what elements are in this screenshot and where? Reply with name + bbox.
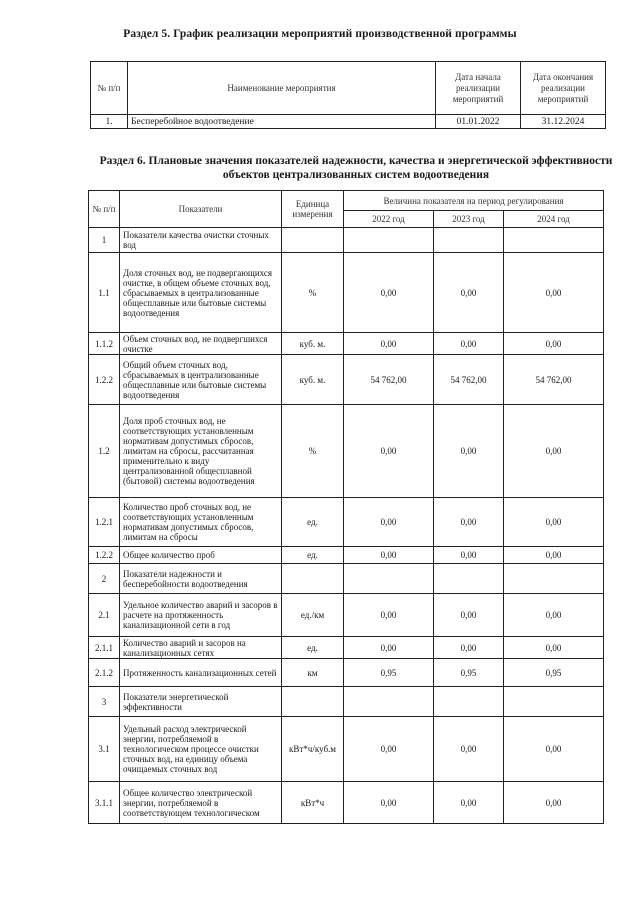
row-num: 2 (89, 564, 120, 594)
indicator-name: Показатели надежности и бесперебойности водоотведения (120, 564, 282, 594)
unit-cell: ед. (282, 498, 344, 547)
value-2022 (344, 687, 434, 717)
start-date: 01.01.2022 (436, 115, 521, 129)
value-2024: 0,00 (504, 594, 604, 637)
col-header-year-2023: 2023 год (434, 211, 504, 228)
table-row (89, 355, 604, 405)
row-num: 1.2.1 (89, 498, 120, 547)
col-header-year-2022: 2022 год (344, 211, 434, 228)
row-num: 3 (89, 687, 120, 717)
table-row (89, 228, 604, 253)
value-2023: 54 762,00 (434, 355, 504, 405)
row-num: 1.2 (89, 405, 120, 498)
unit-cell: % (282, 405, 344, 498)
value-2024: 0,00 (504, 333, 604, 355)
row-num: 1.2.2 (89, 355, 120, 405)
table-row (91, 115, 606, 129)
value-2022: 54 762,00 (344, 355, 434, 405)
col-header-year-2024: 2024 год (504, 211, 604, 228)
row-num: 1.2.2 (89, 547, 120, 564)
unit-cell: куб. м. (282, 355, 344, 405)
indicator-name: Протяженность канализационных сетей (120, 659, 282, 687)
value-2023: 0,00 (434, 547, 504, 564)
value-2022: 0,00 (344, 547, 434, 564)
unit-cell: кВт*ч/куб.м (282, 717, 344, 782)
value-2023: 0,00 (434, 637, 504, 659)
value-2024: 0,00 (504, 717, 604, 782)
value-2022: 0,00 (344, 333, 434, 355)
unit-cell (282, 687, 344, 717)
indicator-name: Объем сточных вод, не подвергшихся очистке (120, 333, 282, 355)
value-2023 (434, 687, 504, 717)
value-2024 (504, 228, 604, 253)
value-2023: 0,00 (434, 782, 504, 824)
row-num: 3.1 (89, 717, 120, 782)
value-2023: 0,00 (434, 717, 504, 782)
indicator-name: Показатели энергетической эффективности (120, 687, 282, 717)
row-num: 2.1 (89, 594, 120, 637)
section6-table (88, 190, 604, 824)
unit-cell: кВт*ч (282, 782, 344, 824)
col-header-event-name: Наименование мероприятия (128, 62, 436, 115)
row-num: 1. (91, 115, 128, 129)
unit-cell: куб. м. (282, 333, 344, 355)
table-row (89, 547, 604, 564)
value-2022 (344, 564, 434, 594)
section6-title: Раздел 6. Плановые значения показателей надежности, качества и энергетической эффективности объектов централизованных систем водоотведения (99, 155, 613, 181)
value-2022: 0,00 (344, 782, 434, 824)
value-2023: 0,00 (434, 594, 504, 637)
col-header-end-date: Дата окончания реализации мероприятий (521, 62, 606, 115)
table-row (89, 594, 604, 637)
value-2022: 0,95 (344, 659, 434, 687)
col-header-num: № п/п (89, 191, 120, 228)
indicator-name: Удельное количество аварий и засоров в расчете на протяженность канализационной сети в год (120, 594, 282, 637)
table-row (89, 659, 604, 687)
value-2022: 0,00 (344, 594, 434, 637)
table-row (89, 253, 604, 333)
table-row (89, 564, 604, 594)
table-row (89, 687, 604, 717)
row-num: 3.1.1 (89, 782, 120, 824)
value-2023: 0,00 (434, 405, 504, 498)
value-2024: 0,00 (504, 253, 604, 333)
unit-cell (282, 564, 344, 594)
end-date: 31.12.2024 (521, 115, 606, 129)
section5-table (90, 61, 606, 129)
col-header-num: № п/п (91, 62, 128, 115)
col-header-unit: Единица измерения (282, 191, 344, 228)
indicator-name: Доля проб сточных вод, не соответствующих установленным нормативам допустимых сбросов, лимитам на сбросы, рассчитанная применительно к виду централизованной общесплавной (бытовой) системы водоотведения (120, 405, 282, 498)
table-row (89, 333, 604, 355)
value-2024: 0,00 (504, 637, 604, 659)
value-2024: 0,95 (504, 659, 604, 687)
value-2023: 0,00 (434, 333, 504, 355)
indicator-name: Количество аварий и засоров на канализационных сетях (120, 637, 282, 659)
value-2022 (344, 228, 434, 253)
value-2024: 0,00 (504, 405, 604, 498)
indicator-name: Общее количество проб (120, 547, 282, 564)
value-2024 (504, 564, 604, 594)
indicator-name: Общий объем сточных вод, сбрасываемых в централизованные общесплавные или бытовые системы водоотведения (120, 355, 282, 405)
value-2024 (504, 687, 604, 717)
table-row (89, 637, 604, 659)
unit-cell: % (282, 253, 344, 333)
unit-cell: ед. (282, 547, 344, 564)
event-name: Бесперебойное водоотведение (128, 115, 436, 129)
value-2023: 0,95 (434, 659, 504, 687)
value-2024: 0,00 (504, 498, 604, 547)
value-2022: 0,00 (344, 405, 434, 498)
value-2024: 0,00 (504, 782, 604, 824)
indicator-name: Удельный расход электрической энергии, потребляемой в технологическом процессе очистки сточных вод, на единицу объема очищаемых сточных вод (120, 717, 282, 782)
row-num: 2.1.2 (89, 659, 120, 687)
col-header-period: Величина показателя на период регулирования (344, 191, 604, 211)
col-header-indicator: Показатели (120, 191, 282, 228)
row-num: 1.1 (89, 253, 120, 333)
value-2022: 0,00 (344, 498, 434, 547)
indicator-name: Общее количество электрической энергии, потребляемой в соответствующем технологическом (120, 782, 282, 824)
indicator-name: Показатели качества очистки сточных вод (120, 228, 282, 253)
row-num: 2.1.1 (89, 637, 120, 659)
value-2023: 0,00 (434, 498, 504, 547)
indicator-name: Количество проб сточных вод, не соответствующих установленным нормативам допустимых сбросов, лимитам на сбросы (120, 498, 282, 547)
table-row (89, 717, 604, 782)
unit-cell: ед. (282, 637, 344, 659)
value-2023: 0,00 (434, 253, 504, 333)
value-2022: 0,00 (344, 717, 434, 782)
value-2023 (434, 564, 504, 594)
table-row (89, 498, 604, 547)
col-header-start-date: Дата начала реализации мероприятий (436, 62, 521, 115)
value-2022: 0,00 (344, 253, 434, 333)
value-2022: 0,00 (344, 637, 434, 659)
unit-cell (282, 228, 344, 253)
unit-cell: км (282, 659, 344, 687)
row-num: 1 (89, 228, 120, 253)
value-2024: 54 762,00 (504, 355, 604, 405)
value-2023 (434, 228, 504, 253)
row-num: 1.1.2 (89, 333, 120, 355)
section5-title: Раздел 5. График реализации мероприятий производственной программы (123, 28, 517, 40)
table-row (89, 405, 604, 498)
table-row (89, 782, 604, 824)
unit-cell: ед./км (282, 594, 344, 637)
value-2024: 0,00 (504, 547, 604, 564)
indicator-name: Доля сточных вод, не подвергающихся очистке, в общем объеме сточных вод, сбрасываемых в централизованные общесплавные или бытовые системы водоотведения (120, 253, 282, 333)
